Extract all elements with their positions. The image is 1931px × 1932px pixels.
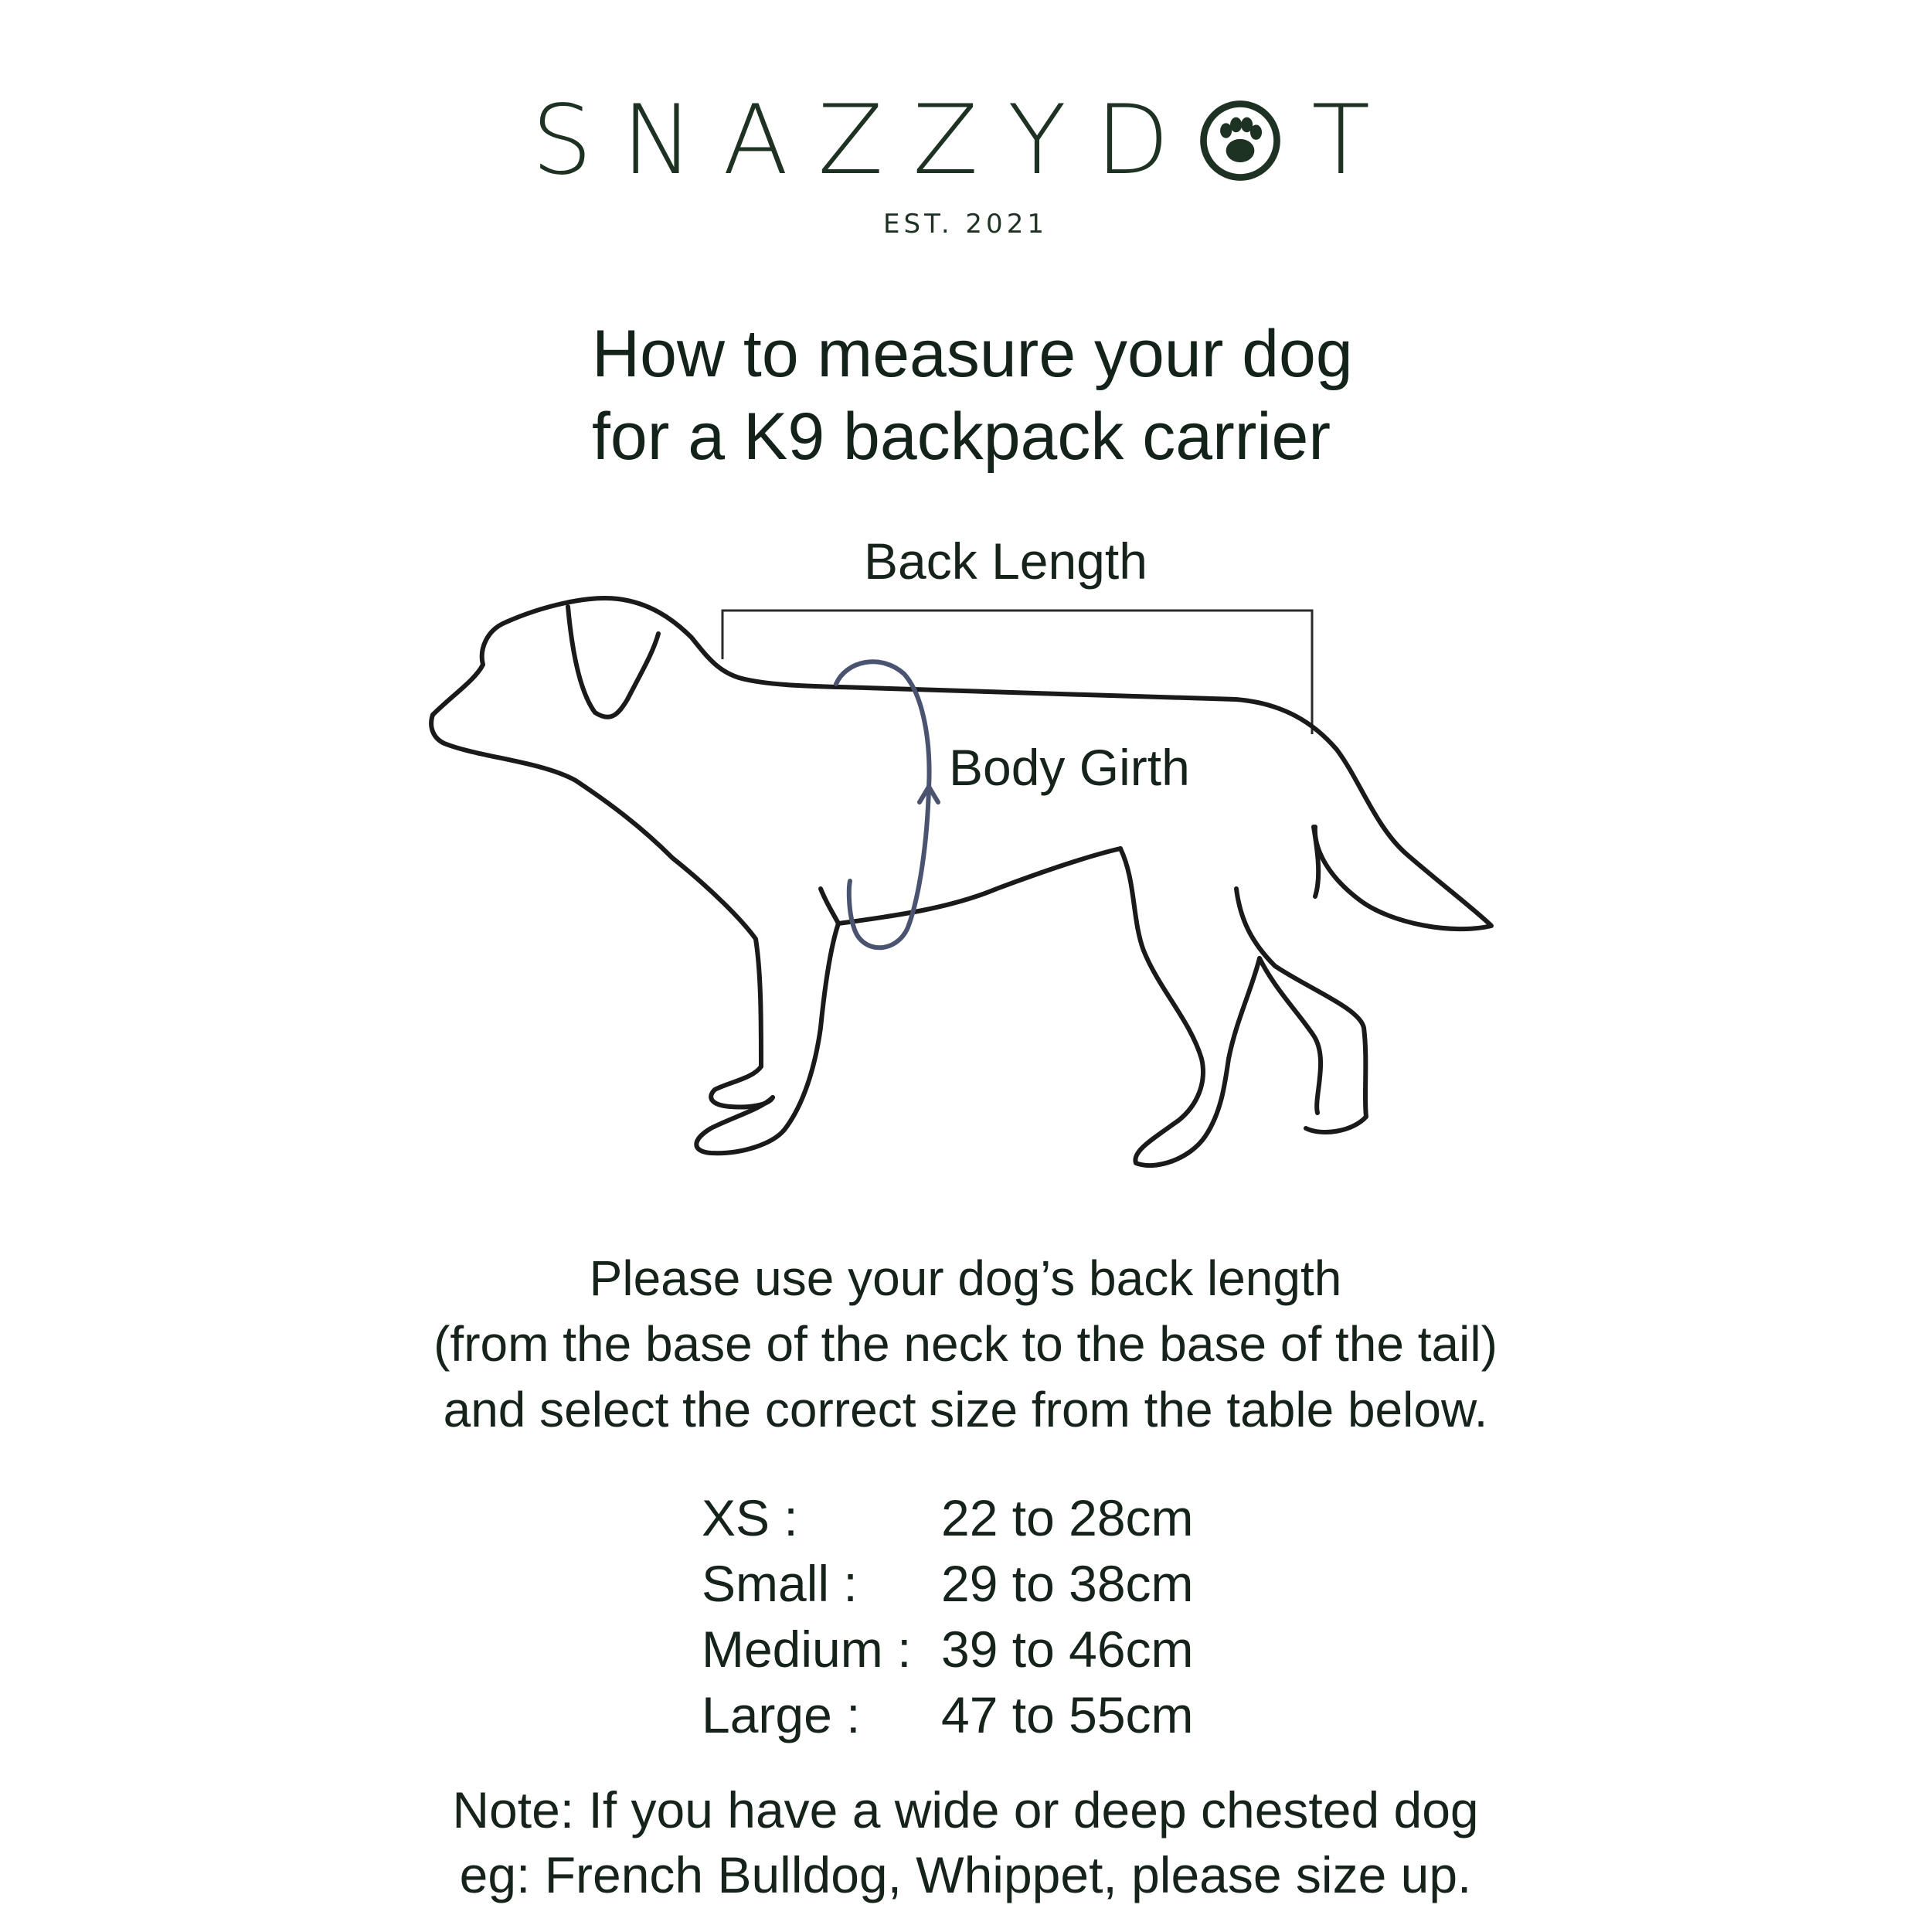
table-row — [702, 1682, 1194, 1748]
instructions-line-1: Please use your dog’s back length — [589, 1250, 1342, 1306]
dog-outline-icon — [431, 598, 1491, 1165]
size-range: 22 to 28cm — [941, 1489, 1194, 1546]
title-line-2: for a K9 backpack carrier — [592, 400, 1331, 474]
table-row — [702, 1617, 1194, 1682]
back-length-label: Back Length — [864, 532, 1147, 590]
instructions-line-3: and select the correct size from the table below. — [443, 1382, 1488, 1437]
back-length-bracket — [722, 611, 1312, 734]
size-range: 47 to 55cm — [941, 1686, 1194, 1743]
table-row — [702, 1485, 1194, 1551]
instructions-line-2: (from the base of the neck to the base of the tail) — [433, 1316, 1498, 1372]
size-name: Small : — [702, 1555, 858, 1612]
note-line-1: Note: If you have a wide or deep chested dog — [452, 1781, 1479, 1838]
body-girth-label: Body Girth — [949, 739, 1190, 796]
size-range: 39 to 46cm — [941, 1621, 1194, 1678]
sizing-note — [0, 1777, 1931, 1907]
size-table — [702, 1485, 1194, 1748]
brand-text-start: SNAZZYD — [531, 85, 1199, 196]
table-row — [702, 1551, 1194, 1617]
title-line-1: How to measure your dog — [592, 317, 1353, 391]
established-year: EST. 2021 — [883, 209, 1048, 240]
brand-text-end: T — [1311, 85, 1400, 196]
instructions-text — [0, 1246, 1931, 1443]
girth-arrow-icon — [836, 662, 938, 947]
note-line-2: eg: French Bulldog, Whippet, please size up. — [459, 1846, 1472, 1903]
size-name: Medium : — [702, 1621, 912, 1678]
size-range: 29 to 38cm — [941, 1555, 1194, 1612]
size-name: XS : — [702, 1489, 798, 1546]
size-name: Large : — [702, 1686, 861, 1743]
